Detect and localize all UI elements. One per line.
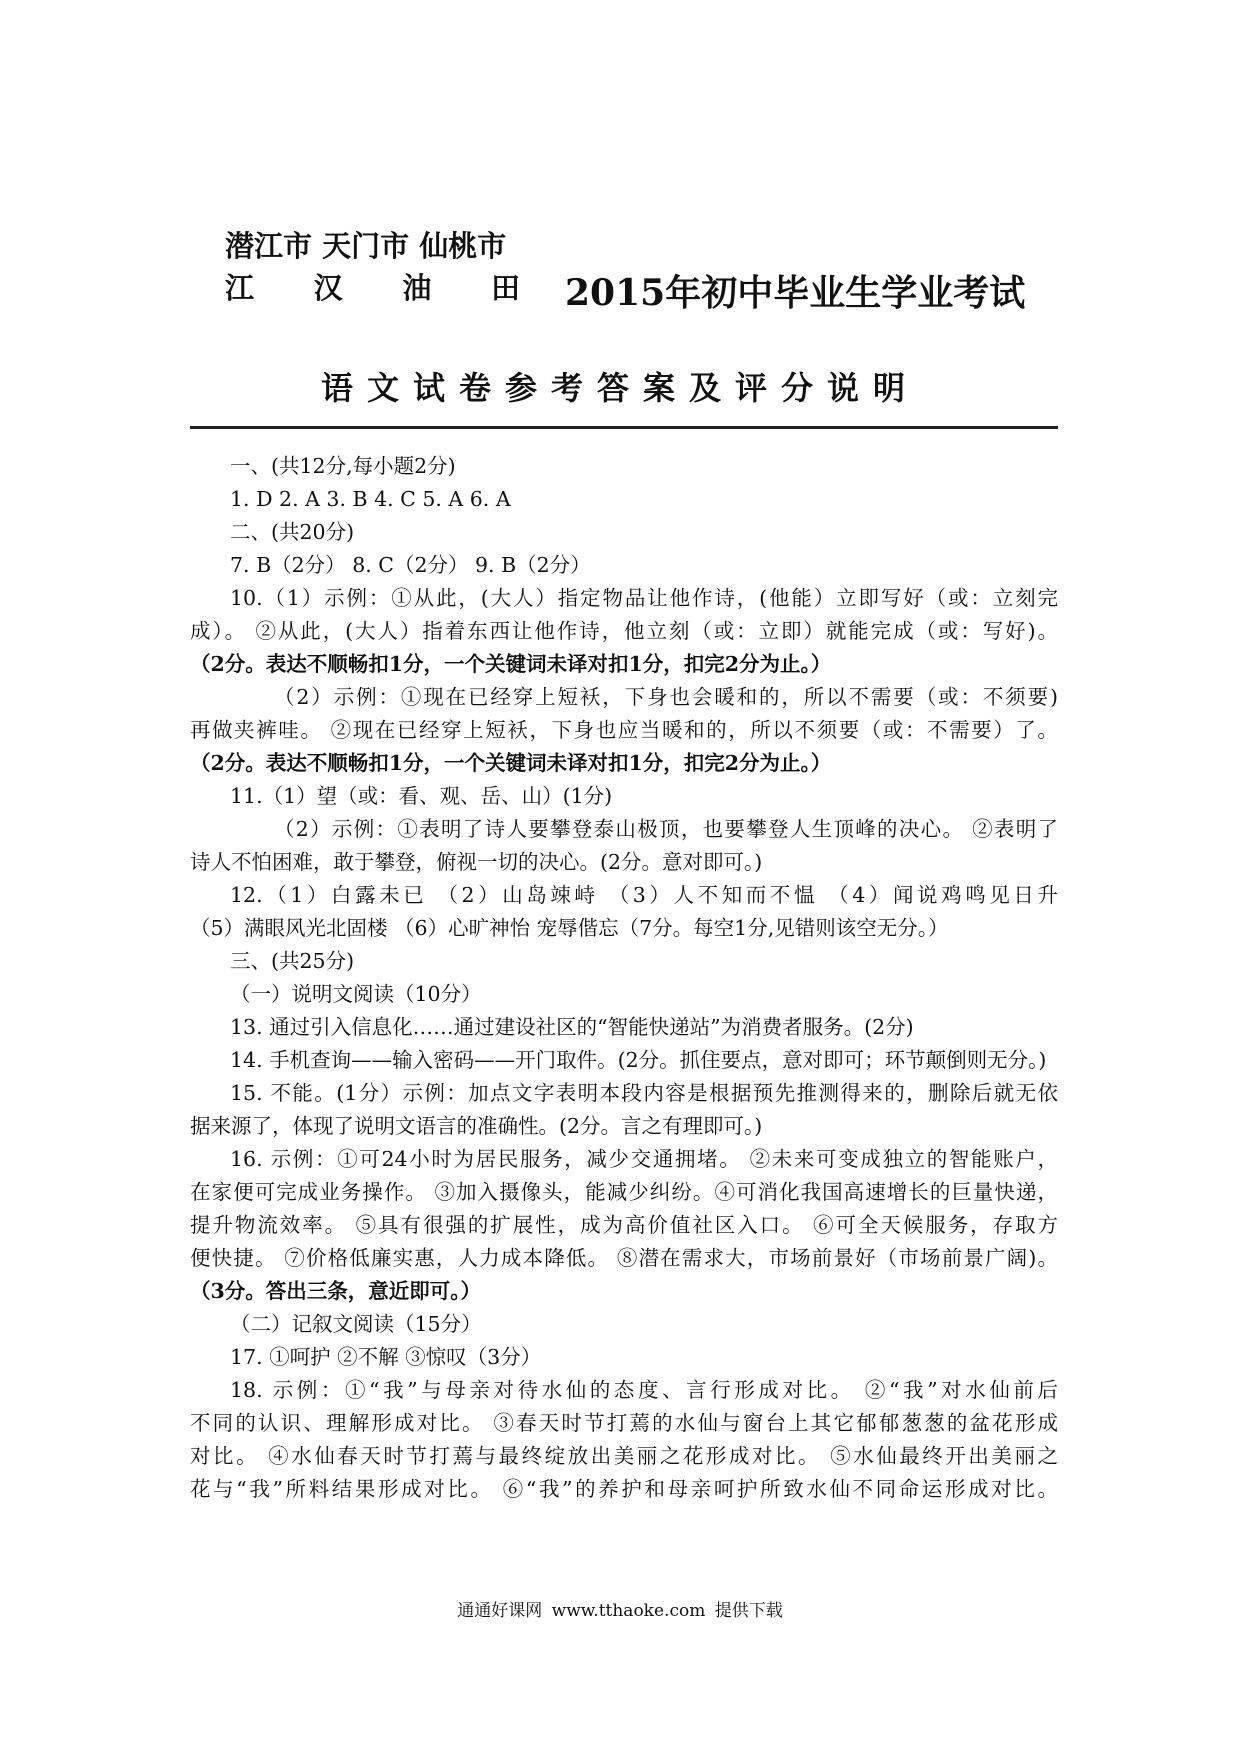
- answer-line: 对比。 ④水仙春天时节打蔫与最终绽放出美丽之花形成对比。 ⑤水仙最终开出美丽之: [190, 1444, 1058, 1468]
- download-footer: 通通好课网 www.tthaoke.com 提供下载: [457, 1601, 783, 1621]
- city-names-line-2: 江 汉 油 田: [225, 271, 520, 305]
- section-1-heading: 一、(共12分,每小题2分): [230, 454, 456, 478]
- city-names: [225, 225, 525, 309]
- answer-line: 提升物流效率。 ⑤具有很强的扩展性，成为高价值社区入口。 ⑥可全天候服务，存取方: [190, 1213, 1058, 1237]
- scoring-note: （2分。表达不顺畅扣1分，一个关键词未译对扣1分，扣完2分为止。）: [190, 652, 832, 676]
- answer-line: 便快捷。 ⑦价格低廉实惠，人力成本降低。 ⑧潜在需求大，市场前景好（市场前景广阔)。: [190, 1246, 1058, 1270]
- answer-line: 18. 示例：①“我”与母亲对待水仙的态度、言行形成对比。 ②“我”对水仙前后: [230, 1378, 1058, 1402]
- header-divider: [190, 426, 1058, 429]
- answer-line: 花与“我”所料结果形成对比。 ⑥“我”的养护和母亲呵护所致水仙不同命运形成对比。: [190, 1477, 1058, 1501]
- answer-line: 成）。 ②从此，(大人）指着东西让他作诗，他立刻（或：立即）就能完成（或：写好)。: [190, 619, 1058, 643]
- answer-line: 14. 手机查询——输入密码——开门取件。(2分。抓住要点，意对即可；环节颠倒则无分。): [230, 1048, 1047, 1072]
- answer-line: 在家便可完成业务操作。 ③加入摄像头，能减少纠纷。④可消化我国高速增长的巨量快递，: [190, 1180, 1058, 1204]
- answer-line: 据来源了，体现了说明文语言的准确性。(2分。言之有理即可。): [190, 1114, 763, 1138]
- section-3-heading: 三、(共25分): [230, 949, 355, 973]
- answer-line: 11.（1）望（或：看、观、岳、山）(1分): [230, 784, 613, 808]
- answer-content: [190, 450, 1058, 1506]
- section-3-part-1: （一）说明文阅读（10分）: [230, 982, 482, 1006]
- city-names-line-1: 潜江市 天门市 仙桃市: [225, 229, 507, 263]
- answer-line: 再做夹裤哇。 ②现在已经穿上短袄，下身也应当暖和的，所以不须要（或：不需要）了。: [190, 718, 1058, 742]
- section-2-answers: 7. B（2分） 8. C（2分） 9. B（2分）: [230, 553, 591, 577]
- document-header: [225, 225, 1045, 335]
- answer-line: 16. 示例：①可24小时为居民服务，减少交通拥堵。 ②未来可变成独立的智能账户，: [230, 1147, 1058, 1171]
- answer-line: 诗人不怕困难，敢于攀登，俯视一切的决心。(2分。意对即可。): [190, 850, 763, 874]
- section-2-heading: 二、(共20分): [230, 520, 355, 544]
- scoring-note: （2分。表达不顺畅扣1分，一个关键词未译对扣1分，扣完2分为止。）: [190, 751, 832, 775]
- answer-line: 不同的认识、理解形成对比。 ③春天时节打蔫的水仙与窗台上其它郁郁葱葱的盆花形成: [190, 1411, 1058, 1435]
- answer-line: （2）示例：①表明了诗人要攀登泰山极顶，也要攀登人生顶峰的决心。 ②表明了: [274, 817, 1058, 841]
- section-1-answers: 1. D 2. A 3. B 4. C 5. A 6. A: [230, 487, 511, 511]
- answer-line: （5）满眼风光北固楼 （6）心旷神怡 宠辱偕忘（7分。每空1分,见错则该空无分。）: [190, 916, 949, 940]
- scoring-note: （3分。答出三条，意近即可。）: [190, 1279, 482, 1303]
- answer-line: （2）示例：①现在已经穿上短袄，下身也会暖和的，所以不需要（或：不须要): [274, 685, 1058, 709]
- answer-line: 17. ①呵护 ②不解 ③惊叹（3分）: [230, 1345, 542, 1369]
- exam-title: 2015年初中毕业生学业考试: [565, 272, 1026, 314]
- section-3-part-2: （二）记叙文阅读（15分）: [230, 1312, 482, 1336]
- answer-line: 12.（1）白露未已 （2）山岛竦峙 （3）人不知而不愠 （4）闻说鸡鸣见日升: [230, 883, 1058, 907]
- answer-line: 10.（1）示例：①从此，(大人）指定物品让他作诗，(他能）立即写好（或：立刻完: [230, 586, 1058, 610]
- answer-line: 15. 不能。(1分）示例：加点文字表明本段内容是根据预先推测得来的，删除后就无依: [230, 1081, 1058, 1105]
- answer-line: 13. 通过引入信息化……通过建设社区的“智能快递站”为消费者服务。(2分): [230, 1015, 914, 1039]
- document-subtitle: 语文试卷参考答案及评分说明: [320, 369, 919, 407]
